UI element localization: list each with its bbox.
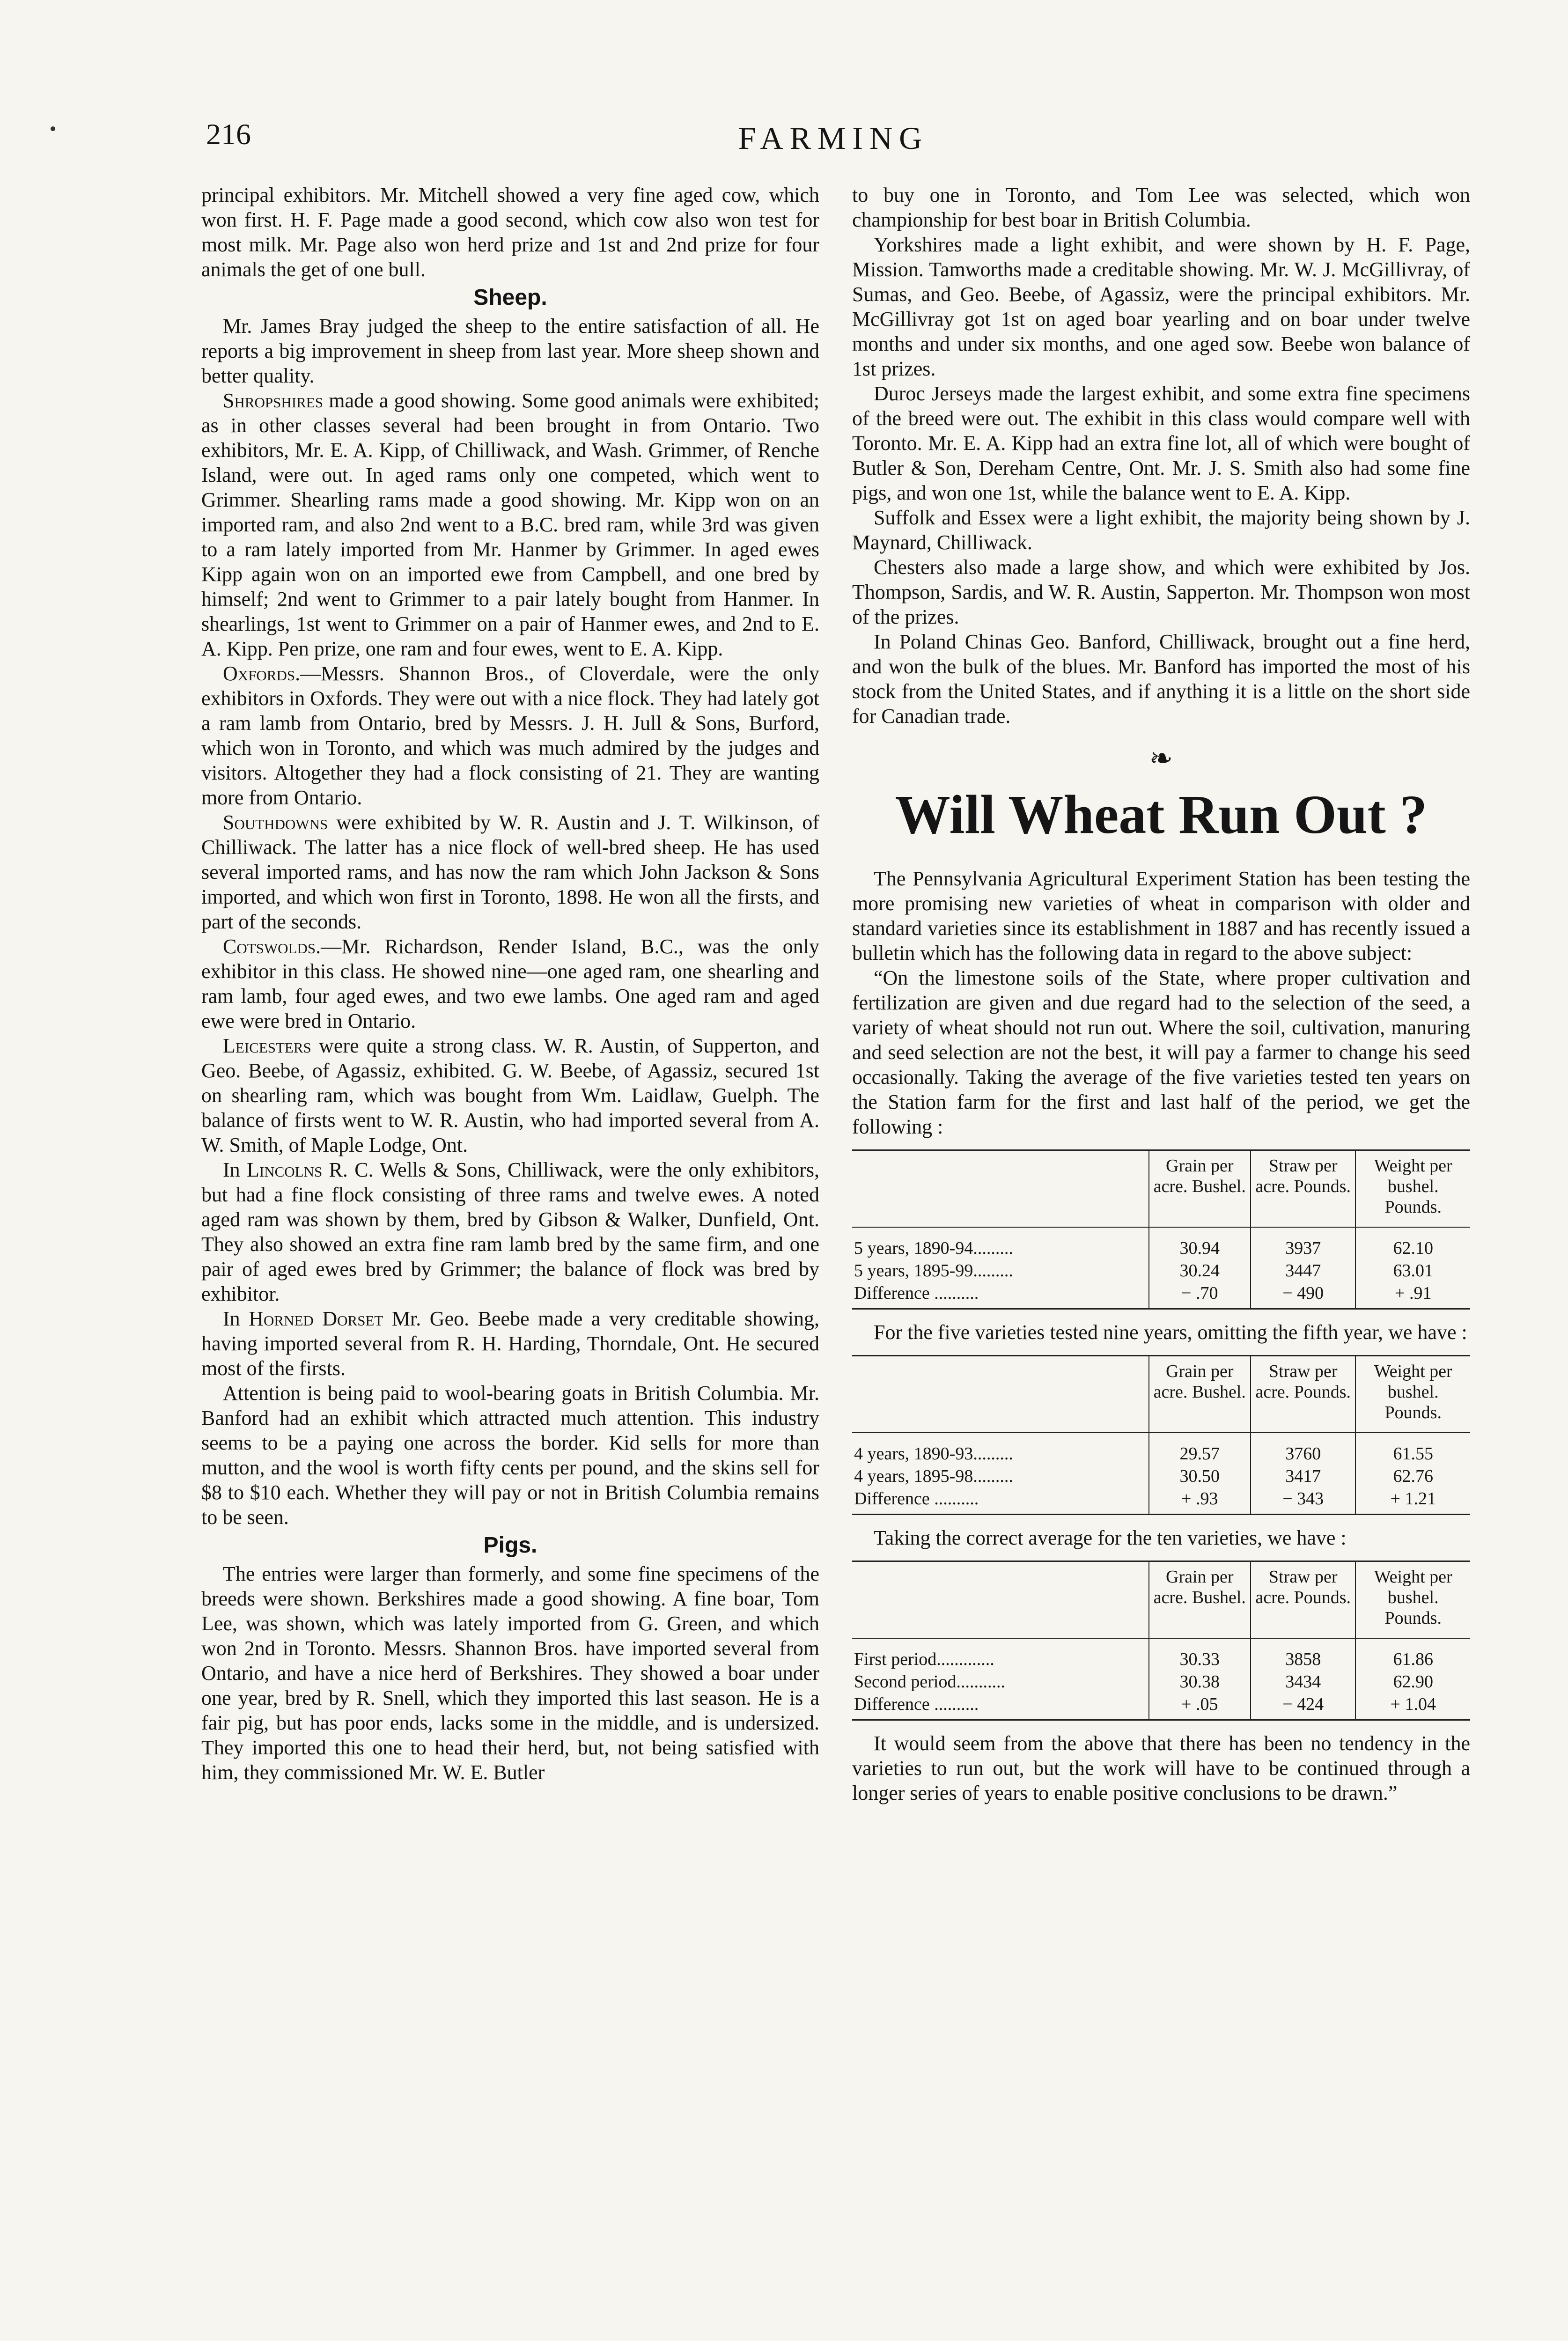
breed-name: Lincolns (247, 1158, 323, 1181)
running-title: FARMING (738, 120, 929, 156)
paragraph: Suffolk and Essex were a light exhibit, the majority being shown by J. Maynard, Chilliwack. (852, 506, 1470, 554)
paragraph-lincolns: In Lincolns R. C. Wells & Sons, Chilliwack, were the only exhibitors, but had a fine flock consisting of three rams and twelve ewes. A noted aged ram was shown by them, bred by Gibson & Walker, Dunfield, Ont. They also showed an extra fine ram lamb bred by the same firm, and one pair of aged ewes bred by Grimmer; the balance of flock was bred by exhibitor. (201, 1158, 819, 1305)
table-row: First period............. 30.33 3858 61.86 (852, 1638, 1470, 1671)
page-number: 216 (206, 118, 251, 151)
column-header: Grain per acre. Bushel. (1149, 1356, 1251, 1433)
table-row: 4 years, 1890-93......... 29.57 3760 61.55 (852, 1433, 1470, 1465)
wheat-table-nine-years (852, 1355, 1470, 1515)
breed-name: Horned Dorset (249, 1307, 383, 1330)
paragraph-southdowns: Southdowns were exhibited by W. R. Austin and J. T. Wilkinson, of Chilliwack. The latter has a nice flock of well-bred sheep. He has used several imported rams, and has now the ram which John Jackson & Sons imported, and which won first in Toronto, 1898. He won all the firsts, and part of the seconds. (201, 811, 819, 933)
paragraph: In Poland Chinas Geo. Banford, Chilliwack, brought out a fine herd, and won the bulk of the blues. Mr. Banford has imported the most of his stock from the United States, and if anything it is a little on the short side for Canadian trade. (852, 630, 1470, 728)
section-heading-sheep: Sheep. (473, 285, 547, 310)
paragraph: For the five varieties tested nine years, omitting the fifth year, we have : (874, 1321, 1467, 1344)
paragraph: It would seem from the above that there has been no tendency in the varieties to run out, but the work will have to be continued through a longer series of years to enable positive conclusions to be drawn.” (852, 1732, 1470, 1804)
paragraph: Duroc Jerseys made the largest exhibit, and some extra fine specimens of the breed were out. The exhibit in this class would compare well with Toronto. Mr. E. A. Kipp had an extra fine lot, all of which were bought of Butler & Son, Dereham Centre, Ont. Mr. J. S. Smith also had some fine pigs, and won one 1st, while the balance went to E. A. Kipp. (852, 382, 1470, 504)
breed-name: Shropshires (223, 389, 323, 412)
paragraph: Chesters also made a large show, and which were exhibited by Jos. Thompson, Sardis, and W. R. Austin, Sapperton. Mr. Thompson won most of the prizes. (852, 556, 1470, 628)
column-header: Grain per acre. Bushel. (1149, 1561, 1251, 1639)
article-title: Will Wheat Run Out ? (895, 784, 1428, 845)
table-row: Difference .......... + .05 − 424 + 1.04 (852, 1693, 1470, 1720)
table-row: Difference .......... + .93 − 343 + 1.21 (852, 1487, 1470, 1515)
paragraph: Taking the correct average for the ten varieties, we have : (874, 1526, 1347, 1549)
table-header-row (852, 1356, 1470, 1433)
breed-name: Southdowns (223, 811, 328, 834)
paragraph: “On the limestone soils of the State, where proper cultivation and fertilization are given and due regard had to the selection of the seed, a variety of wheat should not run out. Where the soil, cultivation, manuring and seed selection are not the best, it will pay a farmer to change his seed occasionally. Taking the average of the five varieties tested ten years on the Station farm for the first and last half of the period, we get the following : (852, 966, 1470, 1138)
paragraph: The entries were larger than formerly, and some fine specimens of the breeds were shown. Berkshires made a good showing. A fine boar, Tom Lee, was shown, which was lately imported from G. Green, and which won 2nd in Toronto. Messrs. Shannon Bros. have imported several from Ontario, and have a nice herd of Berkshires. They showed a boar under one year, bred by R. Snell, which they imported this last season. He is a fair pig, but has poor ends, lacks some in the middle, and is undersized. They imported this one to head their herd, but, not being satisfied with him, they commissioned Mr. W. E. Butler (201, 1562, 819, 1784)
paragraph: Attention is being paid to wool-bearing goats in British Columbia. Mr. Banford had an exhibit which attracted much attention. This industry seems to be a paying one across the border. Kid sells for more than mutton, and the wool is worth fifty cents per pound, and the skins sell for $8 to $10 each. Whether they will pay or not in British Columbia remains to be seen. (201, 1382, 819, 1529)
table-row: 4 years, 1895-98......... 30.50 3417 62.76 (852, 1465, 1470, 1487)
stray-mark (51, 126, 55, 131)
paragraph: Mr. James Bray judged the sheep to the entire satisfaction of all. He reports a big improvement in sheep from last year. More sheep shown and better quality. (201, 315, 819, 387)
wheat-table-correct-average (852, 1561, 1470, 1721)
paragraph-leicesters: Leicesters were quite a strong class. W. R. Austin, of Supperton, and Geo. Beebe, of Agassiz, exhibited. G. W. Beebe, of Agassiz, secured 1st on shearling ram, which was bought from Wm. Laidlaw, Guelph. The balance of firsts went to W. R. Austin, who had imported several from A. W. Smith, of Maple Lodge, Ont. (201, 1034, 819, 1156)
table-header-row (852, 1561, 1470, 1639)
column-header: Weight per bushel. Pounds. (1355, 1561, 1470, 1639)
column-header: Straw per acre. Pounds. (1251, 1561, 1356, 1639)
breed-name: Cotswolds. (223, 935, 321, 958)
table-row: 5 years, 1895-99......... 30.24 3447 63.01 (852, 1259, 1470, 1282)
paragraph: The Pennsylvania Agricultural Experiment Station has been testing the more promising new varieties of wheat in comparison with older and standard varieties since its establishment in 1887 and has recently issued a bulletin which has the following data in regard to the above subject: (852, 867, 1470, 964)
column-header: Grain per acre. Bushel. (1149, 1150, 1251, 1228)
column-header: Straw per acre. Pounds. (1251, 1150, 1356, 1228)
fleuron-ornament-icon: ❧ (1149, 743, 1173, 774)
table-row: Difference .......... − .70 − 490 + .91 (852, 1282, 1470, 1309)
breed-name: Leicesters (223, 1034, 311, 1057)
paragraph-oxfords: Oxfords.—Messrs. Shannon Bros., of Cloverdale, were the only exhibitors in Oxfords. They were out with a nice flock. They had lately got a ram lamb from Ontario, bred by Messrs. J. H. Jull & Sons, Burford, which won in Toronto, and which was much admired by the judges and visitors. Altogether they had a flock consisting of 21. They are wanting more from Ontario. (201, 662, 819, 809)
paragraph: to buy one in Toronto, and Tom Lee was selected, which won championship for best boar in British Columbia. (852, 184, 1470, 231)
table-row: Second period........... 30.38 3434 62.90 (852, 1671, 1470, 1693)
wheat-table-ten-years (852, 1149, 1470, 1310)
paragraph-cotswolds: Cotswolds.—Mr. Richardson, Render Island, B.C., was the only exhibitor in this class. He showed nine—one aged ram, one shearling and ram lamb, four aged ewes, and two ewe lambs. One aged ram and aged ewe were bred in Ontario. (201, 935, 819, 1032)
left-column (201, 183, 819, 1785)
right-column (852, 183, 1470, 1805)
section-heading-pigs: Pigs. (483, 1533, 537, 1558)
page-header (206, 117, 1461, 169)
table-header-row (852, 1150, 1470, 1228)
breed-name: Oxfords. (223, 662, 301, 685)
paragraph-shropshires: Shropshires made a good showing. Some good animals were exhibited; as in other classes several had been brought in from Ontario. Two exhibitors, Mr. E. A. Kipp, of Chilliwack, and Wash. Grimmer, of Renche Island, were out. In aged rams only one competed, which went to Grimmer. Shearling rams made a good showing. Mr. Kipp won on an imported ram, and also 2nd went to a B.C. bred ram, while 3rd was given to a ram lately imported from Mr. Hanmer by Grimmer. In aged ewes Kipp again won on an imported ewe from Campbell, and one bred by himself; 2nd went to Grimmer to a pair lately bought from Hanmer. In shearlings, 1st went to Grimmer on a pair of Hanmer ewes, and 2nd to E. A. Kipp. Pen prize, one ram and four ewes, went to E. A. Kipp. (201, 389, 819, 660)
paragraph-horned-dorset: In Horned Dorset Mr. Geo. Beebe made a very creditable showing, having imported several from R. H. Harding, Thorndale, Ont. He secured most of the firsts. (201, 1307, 819, 1380)
column-header: Straw per acre. Pounds. (1251, 1356, 1356, 1433)
table-row: 5 years, 1890-94......... 30.94 3937 62.10 (852, 1227, 1470, 1259)
column-header: Weight per bushel. Pounds. (1355, 1150, 1470, 1228)
paragraph: Yorkshires made a light exhibit, and were shown by H. F. Page, Mission. Tamworths made a creditable showing. Mr. W. J. McGillivray, of Sumas, and Geo. Beebe, of Agassiz, were the principal exhibitors. Mr. McGillivray got 1st on aged boar yearling and on boar under twelve months and under six months, and one aged sow. Beebe won balance of 1st prizes. (852, 233, 1470, 380)
paragraph: principal exhibitors. Mr. Mitchell showed a very fine aged cow, which won first. H. F. Page made a good second, which cow also won test for most milk. Mr. Page also won herd prize and 1st and 2nd prize for four animals the get of one bull. (201, 184, 819, 281)
column-header: Weight per bushel. Pounds. (1355, 1356, 1470, 1433)
